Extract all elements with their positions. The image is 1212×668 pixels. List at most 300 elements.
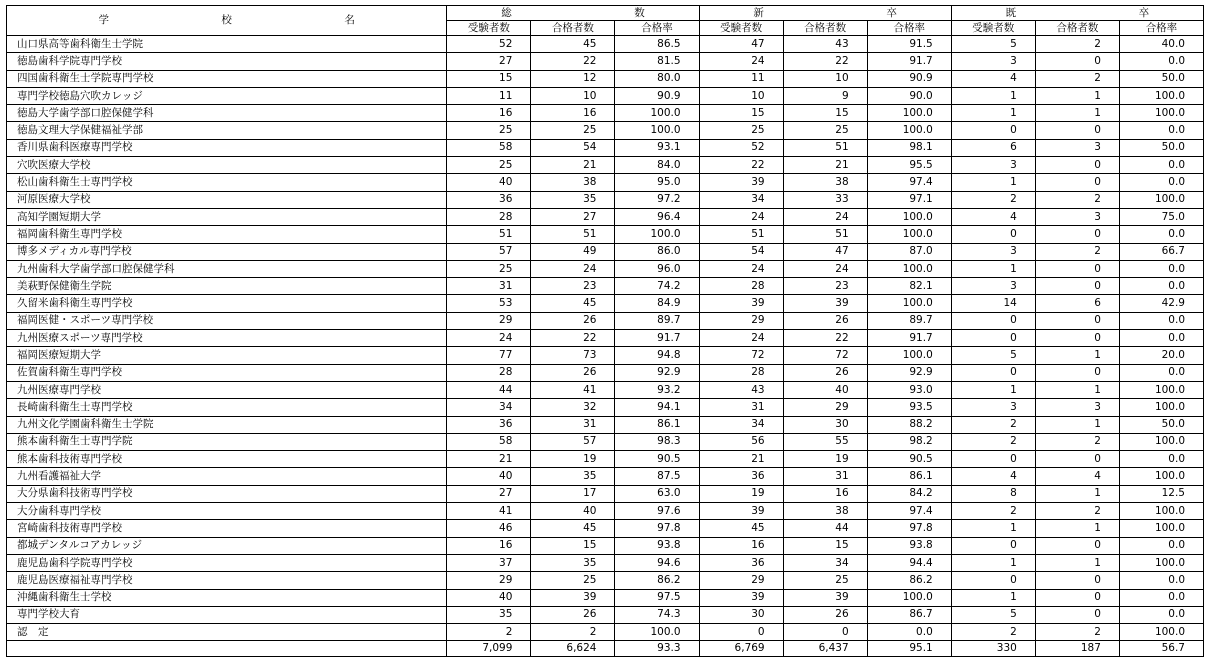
pass-rate-cell: 94.4 [867, 554, 951, 571]
pass-rate-cell: 100.0 [1119, 87, 1203, 104]
school-name-header: 学 校 名 [7, 6, 447, 36]
table-row [7, 364, 1204, 381]
count-cell: 51 [531, 226, 615, 243]
count-cell: 10 [531, 87, 615, 104]
school-name-cell: 大分歯科専門学校 [7, 503, 447, 520]
count-cell: 38 [531, 174, 615, 191]
count-cell: 24 [699, 53, 783, 70]
header-row-groups [7, 6, 1204, 21]
table-row [7, 381, 1204, 398]
pass-rate-cell: 74.2 [615, 278, 699, 295]
count-cell: 38 [783, 503, 867, 520]
count-cell: 24 [699, 208, 783, 225]
table-row [7, 122, 1204, 139]
count-cell: 29 [447, 312, 531, 329]
school-name-cell: 福岡医療短期大学 [7, 347, 447, 364]
count-cell: 1 [1035, 554, 1119, 571]
count-cell: 54 [699, 243, 783, 260]
count-cell: 36 [699, 468, 783, 485]
table-row [7, 572, 1204, 589]
count-cell: 6,624 [531, 641, 615, 657]
school-name-cell: 沖縄歯科衛生士学校 [7, 589, 447, 606]
table-row [7, 278, 1204, 295]
count-cell: 1 [1035, 381, 1119, 398]
count-cell: 2 [1035, 503, 1119, 520]
count-cell: 2 [531, 624, 615, 641]
count-cell: 0 [951, 122, 1035, 139]
count-cell: 330 [951, 641, 1035, 657]
count-cell: 6,437 [783, 641, 867, 657]
pass-rate-cell: 96.0 [615, 260, 699, 277]
pass-rate-cell: 86.1 [867, 468, 951, 485]
count-cell: 54 [531, 139, 615, 156]
count-cell: 4 [1035, 468, 1119, 485]
count-cell: 3 [1035, 208, 1119, 225]
pass-rate-cell: 86.1 [615, 416, 699, 433]
count-cell: 21 [531, 157, 615, 174]
table-body [7, 36, 1204, 657]
count-cell: 0 [951, 537, 1035, 554]
count-cell: 25 [531, 122, 615, 139]
count-cell: 0 [1035, 157, 1119, 174]
count-cell: 43 [783, 36, 867, 53]
count-cell: 39 [699, 295, 783, 312]
count-cell: 52 [447, 36, 531, 53]
count-cell: 1 [1035, 347, 1119, 364]
pass-rate-cell: 0.0 [1119, 53, 1203, 70]
count-cell: 51 [783, 139, 867, 156]
pass-rate-cell: 92.9 [867, 364, 951, 381]
pass-rate-cell: 100.0 [615, 122, 699, 139]
pass-rate-cell: 0.0 [1119, 606, 1203, 623]
count-cell: 11 [447, 87, 531, 104]
pass-rate-cell: 100.0 [615, 105, 699, 122]
count-cell: 21 [447, 451, 531, 468]
count-cell: 58 [447, 433, 531, 450]
count-cell: 30 [783, 416, 867, 433]
school-name-cell: 山口県高等歯科衛生士学院 [7, 36, 447, 53]
count-cell: 39 [699, 174, 783, 191]
count-cell: 26 [783, 364, 867, 381]
school-name-cell: 九州歯科大学歯学部口腔保健学科 [7, 260, 447, 277]
count-cell: 0 [1035, 572, 1119, 589]
pass-rate-cell: 88.2 [867, 416, 951, 433]
count-cell: 1 [951, 381, 1035, 398]
count-cell: 6 [1035, 295, 1119, 312]
count-cell: 34 [783, 554, 867, 571]
count-cell: 0 [1035, 364, 1119, 381]
school-name-cell: 鹿児島歯科学院専門学校 [7, 554, 447, 571]
count-cell: 35 [531, 554, 615, 571]
pass-rate-cell: 100.0 [867, 208, 951, 225]
pass-rate-cell: 97.1 [867, 191, 951, 208]
count-cell: 26 [531, 606, 615, 623]
table-row [7, 243, 1204, 260]
pass-rate-cell: 94.8 [615, 347, 699, 364]
pass-rate-cell: 0.0 [1119, 572, 1203, 589]
table-row [7, 174, 1204, 191]
count-cell: 32 [531, 399, 615, 416]
count-cell: 10 [783, 70, 867, 87]
count-cell: 57 [531, 433, 615, 450]
pass-rate-cell: 86.5 [615, 36, 699, 53]
count-cell: 0 [1035, 606, 1119, 623]
count-cell: 25 [531, 572, 615, 589]
pass-rate-cell: 90.9 [615, 87, 699, 104]
pass-rate-cell: 0.0 [1119, 312, 1203, 329]
pass-rate-cell: 0.0 [1119, 260, 1203, 277]
pass-rate-cell: 82.1 [867, 278, 951, 295]
count-cell: 27 [447, 53, 531, 70]
pass-rate-cell: 90.5 [867, 451, 951, 468]
count-cell: 31 [699, 399, 783, 416]
count-cell: 22 [531, 330, 615, 347]
table-row [7, 208, 1204, 225]
pass-rate-cell: 95.5 [867, 157, 951, 174]
subcol-passers: 合格者数 [1035, 21, 1119, 36]
pass-rate-cell: 93.5 [867, 399, 951, 416]
count-cell: 39 [783, 589, 867, 606]
count-cell: 57 [447, 243, 531, 260]
count-cell: 4 [951, 70, 1035, 87]
subcol-examinees: 受験者数 [951, 21, 1035, 36]
count-cell: 52 [699, 139, 783, 156]
pass-rate-cell: 100.0 [1119, 433, 1203, 450]
count-cell: 1 [1035, 105, 1119, 122]
count-cell: 34 [699, 191, 783, 208]
count-cell: 25 [783, 122, 867, 139]
count-cell: 0 [1035, 53, 1119, 70]
count-cell: 2 [1035, 624, 1119, 641]
count-cell: 0 [1035, 122, 1119, 139]
count-cell: 44 [783, 520, 867, 537]
count-cell: 1 [1035, 416, 1119, 433]
pass-rate-cell: 84.2 [867, 485, 951, 502]
table-row [7, 606, 1204, 623]
count-cell: 77 [447, 347, 531, 364]
count-cell: 27 [447, 485, 531, 502]
school-name-cell: 宮崎歯科技術専門学校 [7, 520, 447, 537]
pass-rate-cell: 90.5 [615, 451, 699, 468]
pass-rate-cell: 40.0 [1119, 36, 1203, 53]
count-cell: 25 [447, 122, 531, 139]
count-cell: 2 [1035, 36, 1119, 53]
subcol-passers: 合格者数 [783, 21, 867, 36]
count-cell: 30 [699, 606, 783, 623]
school-name-cell: 徳島文理大学保健福祉学部 [7, 122, 447, 139]
school-name-cell: 長崎歯科衛生士専門学校 [7, 399, 447, 416]
count-cell: 24 [783, 208, 867, 225]
count-cell: 22 [783, 330, 867, 347]
count-cell: 25 [783, 572, 867, 589]
table-row [7, 312, 1204, 329]
table-row [7, 468, 1204, 485]
pass-rate-cell: 94.1 [615, 399, 699, 416]
count-cell: 51 [447, 226, 531, 243]
count-cell: 0 [1035, 278, 1119, 295]
count-cell: 0 [1035, 330, 1119, 347]
count-cell: 1 [951, 174, 1035, 191]
pass-rate-cell: 100.0 [867, 226, 951, 243]
pass-rate-cell: 87.0 [867, 243, 951, 260]
pass-rate-cell: 50.0 [1119, 416, 1203, 433]
count-cell: 56 [699, 433, 783, 450]
school-name-cell: 大分県歯科技術専門学校 [7, 485, 447, 502]
pass-rate-cell: 0.0 [1119, 157, 1203, 174]
count-cell: 16 [447, 105, 531, 122]
school-name-cell: 四国歯科衛生士学院専門学校 [7, 70, 447, 87]
count-cell: 26 [783, 606, 867, 623]
table-row [7, 399, 1204, 416]
count-cell: 15 [783, 105, 867, 122]
count-cell: 0 [951, 226, 1035, 243]
pass-rate-cell: 95.1 [867, 641, 951, 657]
pass-rate-cell: 93.0 [867, 381, 951, 398]
count-cell: 16 [783, 485, 867, 502]
school-name-cell: 高知学園短期大学 [7, 208, 447, 225]
results-table-frame [6, 5, 1204, 657]
pass-rate-cell: 66.7 [1119, 243, 1203, 260]
count-cell: 45 [699, 520, 783, 537]
count-cell: 19 [783, 451, 867, 468]
school-name-cell: 専門学校大育 [7, 606, 447, 623]
pass-rate-cell: 63.0 [615, 485, 699, 502]
count-cell: 15 [699, 105, 783, 122]
count-cell: 16 [531, 105, 615, 122]
pass-rate-cell: 91.5 [867, 36, 951, 53]
count-cell: 3 [951, 399, 1035, 416]
count-cell: 22 [531, 53, 615, 70]
pass-rate-cell: 100.0 [867, 589, 951, 606]
count-cell: 26 [531, 312, 615, 329]
count-cell: 33 [783, 191, 867, 208]
subcol-pass-rate: 合格率 [615, 21, 699, 36]
table-row [7, 520, 1204, 537]
pass-rate-cell: 97.8 [867, 520, 951, 537]
pass-rate-cell: 100.0 [1119, 554, 1203, 571]
count-cell: 6 [951, 139, 1035, 156]
count-cell: 21 [699, 451, 783, 468]
count-cell: 40 [447, 174, 531, 191]
count-cell: 2 [951, 433, 1035, 450]
pass-rate-cell: 100.0 [1119, 624, 1203, 641]
count-cell: 28 [447, 364, 531, 381]
school-name-cell: 熊本歯科技術専門学校 [7, 451, 447, 468]
count-cell: 15 [531, 537, 615, 554]
pass-rate-cell: 94.6 [615, 554, 699, 571]
count-cell: 40 [447, 468, 531, 485]
count-cell: 43 [699, 381, 783, 398]
count-cell: 15 [447, 70, 531, 87]
school-name-cell: 博多メディカル専門学校 [7, 243, 447, 260]
count-cell: 44 [447, 381, 531, 398]
pass-rate-cell: 100.0 [1119, 503, 1203, 520]
count-cell: 39 [531, 589, 615, 606]
count-cell: 19 [699, 485, 783, 502]
school-name-cell: 九州看護福祉大学 [7, 468, 447, 485]
count-cell: 1 [951, 105, 1035, 122]
count-cell: 37 [447, 554, 531, 571]
school-name-cell: 都城デンタルコアカレッジ [7, 537, 447, 554]
count-cell: 2 [1035, 433, 1119, 450]
count-cell: 2 [951, 624, 1035, 641]
count-cell: 0 [951, 572, 1035, 589]
count-cell: 25 [699, 122, 783, 139]
pass-rate-cell: 97.4 [867, 503, 951, 520]
count-cell: 1 [951, 260, 1035, 277]
pass-rate-cell: 84.9 [615, 295, 699, 312]
pass-rate-cell: 42.9 [1119, 295, 1203, 312]
pass-rate-cell: 84.0 [615, 157, 699, 174]
table-row [7, 537, 1204, 554]
count-cell: 35 [447, 606, 531, 623]
count-cell: 29 [783, 399, 867, 416]
count-cell: 0 [1035, 226, 1119, 243]
count-cell: 5 [951, 606, 1035, 623]
table-row [7, 226, 1204, 243]
pass-rate-cell: 100.0 [615, 226, 699, 243]
count-cell: 0 [1035, 174, 1119, 191]
count-cell: 51 [783, 226, 867, 243]
count-cell: 55 [783, 433, 867, 450]
count-cell: 41 [447, 503, 531, 520]
table-row-total [7, 641, 1204, 657]
pass-rate-cell: 92.9 [615, 364, 699, 381]
school-name-cell: 九州医療スポーツ専門学校 [7, 330, 447, 347]
table-row [7, 416, 1204, 433]
pass-rate-cell: 100.0 [1119, 105, 1203, 122]
count-cell: 0 [783, 624, 867, 641]
count-cell: 28 [447, 208, 531, 225]
pass-rate-cell: 12.5 [1119, 485, 1203, 502]
table-row [7, 105, 1204, 122]
count-cell: 26 [531, 364, 615, 381]
table-row [7, 347, 1204, 364]
table-row [7, 554, 1204, 571]
pass-rate-cell: 100.0 [1119, 191, 1203, 208]
count-cell: 2 [951, 191, 1035, 208]
pass-rate-cell: 100.0 [867, 260, 951, 277]
school-name-cell: 福岡歯科衛生専門学校 [7, 226, 447, 243]
count-cell: 46 [447, 520, 531, 537]
pass-rate-cell: 95.0 [615, 174, 699, 191]
count-cell: 31 [447, 278, 531, 295]
count-cell: 14 [951, 295, 1035, 312]
count-cell: 27 [531, 208, 615, 225]
count-cell: 22 [783, 53, 867, 70]
table-row [7, 485, 1204, 502]
table-row [7, 330, 1204, 347]
count-cell: 45 [531, 295, 615, 312]
pass-rate-cell: 91.7 [867, 53, 951, 70]
count-cell: 21 [783, 157, 867, 174]
school-name-cell: 認 定 [7, 624, 447, 641]
count-cell: 8 [951, 485, 1035, 502]
count-cell: 3 [951, 157, 1035, 174]
table-row [7, 157, 1204, 174]
pass-rate-cell: 91.7 [867, 330, 951, 347]
count-cell: 58 [447, 139, 531, 156]
pass-rate-cell: 96.4 [615, 208, 699, 225]
count-cell: 40 [783, 381, 867, 398]
table-row [7, 451, 1204, 468]
count-cell: 1 [951, 520, 1035, 537]
pass-rate-cell: 97.5 [615, 589, 699, 606]
count-cell: 9 [783, 87, 867, 104]
count-cell: 35 [531, 191, 615, 208]
pass-rate-cell: 87.5 [615, 468, 699, 485]
school-name-cell: 九州文化学園歯科衛生士学院 [7, 416, 447, 433]
count-cell: 28 [699, 364, 783, 381]
pass-rate-cell: 81.5 [615, 53, 699, 70]
pass-rate-cell: 100.0 [867, 295, 951, 312]
school-name-cell: 九州医療専門学校 [7, 381, 447, 398]
school-name-cell: 佐賀歯科衛生専門学校 [7, 364, 447, 381]
count-cell: 0 [1035, 589, 1119, 606]
count-cell: 24 [783, 260, 867, 277]
count-cell: 41 [531, 381, 615, 398]
pass-rate-cell: 0.0 [1119, 174, 1203, 191]
pass-rate-cell: 98.3 [615, 433, 699, 450]
count-cell: 72 [783, 347, 867, 364]
pass-rate-cell: 93.3 [615, 641, 699, 657]
count-cell: 34 [699, 416, 783, 433]
count-cell: 10 [699, 87, 783, 104]
pass-rate-cell: 93.2 [615, 381, 699, 398]
count-cell: 2 [1035, 70, 1119, 87]
count-cell: 47 [699, 36, 783, 53]
count-cell: 25 [447, 157, 531, 174]
count-cell: 23 [531, 278, 615, 295]
pass-rate-cell: 100.0 [1119, 468, 1203, 485]
pass-rate-cell: 100.0 [615, 624, 699, 641]
pass-rate-cell: 100.0 [1119, 520, 1203, 537]
count-cell: 45 [531, 520, 615, 537]
count-cell: 2 [951, 503, 1035, 520]
school-name-cell: 久留米歯科衛生専門学校 [7, 295, 447, 312]
count-cell: 47 [783, 243, 867, 260]
table-row [7, 295, 1204, 312]
subcol-pass-rate: 合格率 [1119, 21, 1203, 36]
table-row [7, 433, 1204, 450]
count-cell: 1 [951, 87, 1035, 104]
count-cell: 34 [447, 399, 531, 416]
count-cell: 36 [447, 416, 531, 433]
count-cell: 45 [531, 36, 615, 53]
pass-rate-cell: 86.7 [867, 606, 951, 623]
count-cell: 36 [699, 554, 783, 571]
count-cell: 22 [699, 157, 783, 174]
count-cell: 51 [699, 226, 783, 243]
count-cell: 0 [699, 624, 783, 641]
table-row [7, 139, 1204, 156]
count-cell: 5 [951, 347, 1035, 364]
count-cell: 0 [1035, 537, 1119, 554]
school-name-cell: 河原医療大学校 [7, 191, 447, 208]
pass-rate-cell: 0.0 [1119, 122, 1203, 139]
subcol-examinees: 受験者数 [699, 21, 783, 36]
pass-rate-cell: 0.0 [1119, 226, 1203, 243]
count-cell: 0 [1035, 260, 1119, 277]
pass-rate-cell: 93.8 [615, 537, 699, 554]
count-cell: 0 [951, 330, 1035, 347]
count-cell: 16 [699, 537, 783, 554]
pass-rate-cell: 97.4 [867, 174, 951, 191]
count-cell: 35 [531, 468, 615, 485]
pass-rate-cell: 100.0 [1119, 381, 1203, 398]
count-cell: 39 [699, 589, 783, 606]
count-cell: 24 [531, 260, 615, 277]
